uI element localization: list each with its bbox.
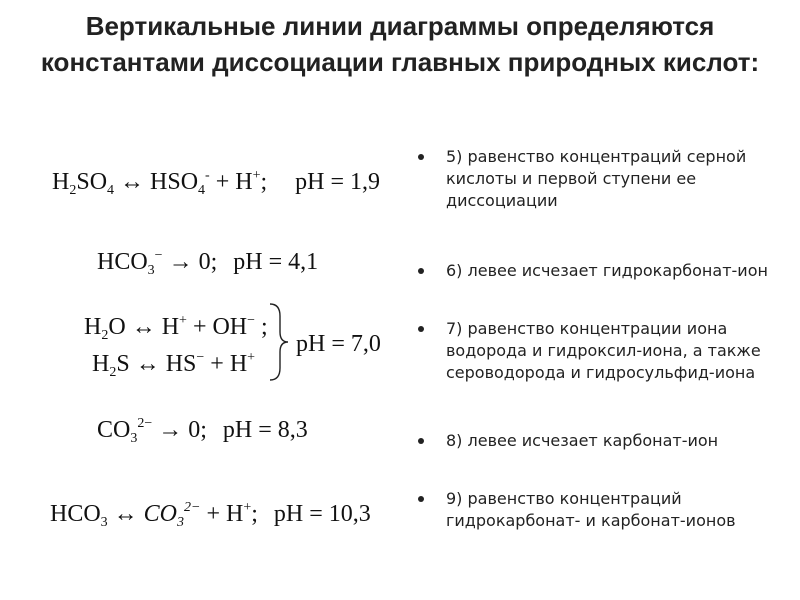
right-brace-icon (268, 302, 290, 382)
bullet-dot-icon (418, 438, 424, 444)
bullet-item-5: 5) равенство концентраций серной кислоты и первой ступени ее диссоциации (418, 146, 794, 212)
equation-water-dissociation: $H_2O$ ↔ H+ + OH− ; (84, 313, 268, 343)
ph-value: pH = 8,3 (222, 417, 308, 443)
equation-bicarbonate-vanish: $HCO_3^- \to 0$; pH = 4,1 (97, 248, 319, 278)
bullet-item-9: 9) равенство концентраций гидрокарбонат- и карбонат-ионов (418, 488, 794, 532)
bullet-item-7: 7) равенство концентрации иона водорода и гидроксил-иона, а также сероводорода и гидросульфид-иона (418, 318, 794, 384)
bullet-dot-icon (418, 326, 424, 332)
ph-value-group: pH = 7,0 (296, 331, 381, 357)
ph-value: pH = 4,1 (233, 249, 319, 275)
equation-sulfuric-acid: $H_2SO_4$ ↔ $HSO_4^- + H^+$; pH = 1,9 (52, 168, 381, 198)
ph-value: pH = 1,9 (295, 169, 381, 195)
bullet-item-6: 6) левее исчезает гидрокарбонат-ион (418, 260, 794, 282)
equation-hydrogen-sulfide: $H_2S$ ↔ HS− + H+ (92, 350, 256, 380)
equation-carbonate-vanish: $CO_3^{2-} \to 0$; pH = 8,3 (97, 416, 308, 446)
bullet-dot-icon (418, 496, 424, 502)
bullet-item-8: 8) левее исчезает карбонат-ион (418, 430, 794, 452)
equation-bicarbonate-carbonate: $HCO_3$ ↔ $CO_3^{2-} + H^+$; pH = 10,3 (50, 500, 371, 530)
bullet-dot-icon (418, 154, 424, 160)
ph-value: pH = 10,3 (273, 501, 371, 527)
slide-title: Вертикальные линии диаграммы определяются константами диссоциации главных природных кислот: (40, 11, 760, 77)
bullet-dot-icon (418, 268, 424, 274)
